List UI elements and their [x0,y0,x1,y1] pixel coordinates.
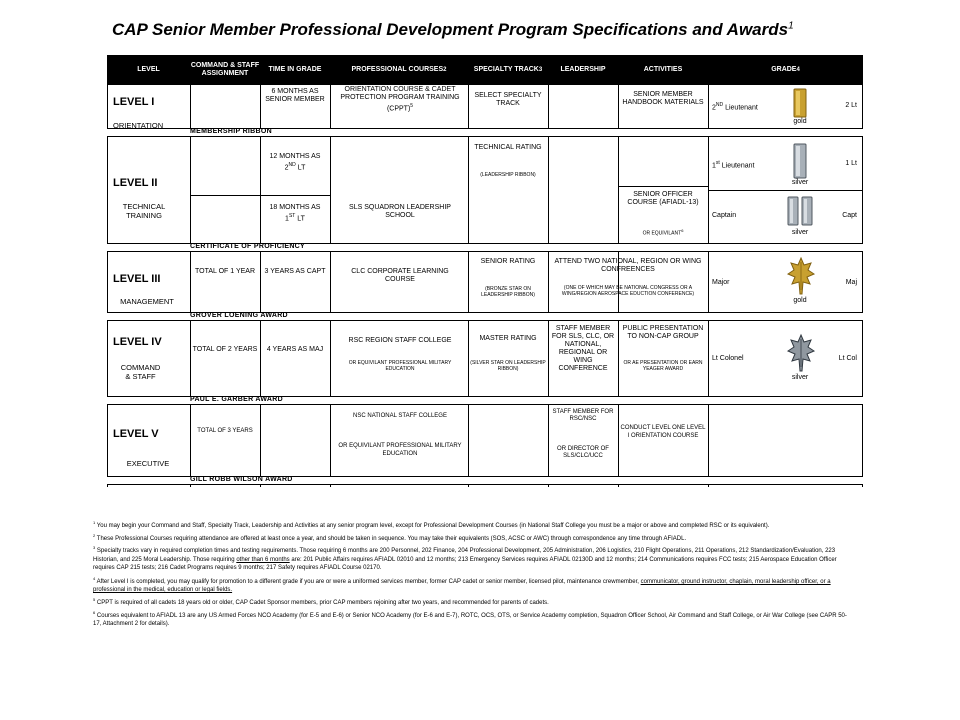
level-2-title: LEVEL II [113,177,158,189]
level-2-grade-b-abbr: Capt [842,212,857,219]
header-level: LEVEL [137,66,160,73]
level-3-time: 3 YEARS AS CAPT [264,268,326,275]
level-3-insignia-label: gold [793,297,807,304]
double-silver-bar-insignia-icon [787,196,813,226]
level-3-specialty: SENIOR RATING [480,258,536,265]
level-1-subtitle: ORIENTATION [113,121,164,130]
level-3-leadership-note: (ONE OF WHICH MAY BE NATIONAL CONGRESS OR A WING/REGION AEROSPACE EDUCTION CONFERENCE) [561,285,695,297]
silver-oak-leaf-insignia-icon [786,333,816,373]
level-5-course: NSC NATIONAL STAFF COLLEGE [353,413,447,419]
col-sep [548,85,549,487]
footnote-1: $^1$ You may begin your Command and Staff, Specialty Track, Leadership and Activities at any senior program level, except for Professional Development Courses (in National Staff College you must be a major or above and completed RSC or its equivalent). [93,520,770,529]
level-2-activity-note: OR EQUIVILANT$^6$ [642,228,684,237]
level-4-specialty-note: (SILVER STAR ON LEADERSHIP RIBBON) [470,360,546,372]
level-1-grade-abbr: 2 Lt [845,102,857,109]
level-2-specialty: TECHNICAL RATING [474,144,542,151]
level-1-specialty: SELECT SPECIALTY TRACK [474,92,542,107]
level-4-insignia-label: silver [791,374,809,381]
gold-bar-insignia-icon [793,88,807,118]
award-band-l1: MEMBERSHIP RIBBON [107,128,863,137]
level-2-insignia-a-label: silver [791,179,809,186]
level-2-grade-a-abbr: 1 Lt [845,160,857,167]
level-4-time: 4 YEARS AS MAJ [266,346,324,353]
level-1-grade: 2ND Lieutenant [712,102,758,112]
header-grade: GRADE 4 [771,66,800,73]
page-title: CAP Senior Member Professional Development Program Specifications and Awards$^1$ [112,20,794,39]
level-4-grade: Lt Colonel [712,355,744,362]
level-3-grade-abbr: Maj [845,279,857,286]
level-2-activity: SENIOR OFFICER COURSE (AFIADL-13) [627,191,699,206]
level-4-title: LEVEL IV [113,336,162,348]
level-4-course-note: OR EQUIVILANT PROFESSIONAL MILITARY EDUCATION [348,360,452,372]
level-3-specialty-note: (BRONZE STAR ON LEADERSHIP RIBBON) [481,286,535,298]
level-5-title: LEVEL V [113,428,159,440]
level-4-activity: PUBLIC PRESENTATION TO NON-CAP GROUP [622,325,704,340]
row-sep [618,186,708,187]
table-header [107,55,863,85]
footnote-5: $^5$ CPPT is required of all cadets 18 years old or older, CAP Cadet Sponsor members, prior CAP members rejoining after two years, and recommended for parents of cadets. [93,596,549,606]
footnote-6: $^6$ Courses equivalent to AFIADL 13 are any US Armed Forces NCO Academy (for E-5 and E-6) or Senior NCO Academy (for E-6 and E-7), ROTC, OCS, OTS, or Service Academy completion, Squadron Officer School, Air Command and Staff College, or Air War College (see CAPR 50-17, Attachment 2 for details). [93,609,847,627]
silver-bar-insignia-icon [793,143,807,179]
row-sep [190,195,330,196]
level-5-activity: CONDUCT LEVEL ONE LEVEL I ORIENTATION COURSE [620,425,706,439]
level-1-course: ORIENTATION COURSE & CADET PROTECTION PROGRAM TRAINING (CPPT)$^5$ [340,86,460,113]
level-2-time-a: 12 MONTHS AS 2ND LT [269,153,321,172]
level-5-subtitle: EXECUTIVE [126,459,170,468]
level-5-course-note: OR EQUIVILANT PROFESSIONAL MILITARY EDUCATION [338,443,462,457]
level-3-title: LEVEL III [113,273,161,285]
footnotes [93,519,853,630]
footnote-3: $^3$ Specialty tracks vary in required completion times and testing requirements. Those requiring 6 months are 200 Personnel, 202 Finance, 204 Professional Development, 205 Administration, 206 Logistics, 210 Flight Operations, 211 Operations, 212 Standardization/Evaluation, 223 Historian, and 225 Moral Leadership. Those requiring other than 6 months are: 201 Public Affairs requires AFIADL 02010 and 12 months; 213 Emergency Services requires AFIADL 02130D and 12 months; 214 Communications requires FCC tests; 215 Aerospace Education Officer requires CAP 215 tests; 216 Cadet Programs requires 9 months; 217 Safety requires AFIADL Course 02170. [93,545,837,571]
header-activities: ACTIVITIES [643,66,683,73]
col-sep [330,85,331,487]
level-2-specialty-note: (LEADERSHIP RIBBON) [480,172,536,178]
level-3-course: CLC CORPORATE LEARNING COURSE [351,268,449,283]
award-band-l3: GROVER LOENING AWARD [107,312,863,321]
level-4-leadership: STAFF MEMBER FOR SLS, CLC, OR NATIONAL, REGIONAL OR WING CONFERENCE [551,325,615,372]
award-band-l4: PAUL E. GARBER AWARD [107,396,863,405]
level-4-grade-abbr: Lt Col [838,355,857,362]
level-2-insignia-b-label: silver [791,229,809,236]
col-sep [708,85,709,487]
level-1-activity: SENIOR MEMBER HANDBOOK MATERIALS [622,91,704,106]
level-2-course: SLS SQUADRON LEADERSHIP SCHOOL [349,204,451,219]
header-leadership: LEADERSHIP [560,66,606,73]
col-sep [190,85,191,487]
level-5-leadership-note: OR DIRECTOR OF SLS/CLC/UCC [557,446,609,459]
level-4-specialty: MASTER RATING [479,335,537,342]
gold-oak-leaf-insignia-icon [786,256,816,296]
award-band-l2: CERTIFICATE OF PROFICIENCY [107,243,863,252]
level-4-activity-note: OR AE PRESENTATION OR EARN YEAGER AWARD [623,360,703,372]
level-4-subtitle: COMMAND & STAFF [120,363,161,381]
level-2-subtitle: TECHNICAL TRAINING [122,202,166,220]
award-band-l5: GILL ROBB WILSON AWARD [107,476,863,485]
level-1-time: 6 MONTHS AS SENIOR MEMBER [265,88,325,103]
col-sep [260,85,261,487]
level-2-grade-b: Captain [712,212,737,219]
level-3-subtitle: MANAGEMENT [120,297,174,306]
level-2-grade-a: 1st Lieutenant [712,160,755,170]
level-3-grade: Major [712,279,730,286]
level-2-time-b: 18 MONTHS AS 1ST LT [269,204,321,223]
footnote-2: $^2$ These Professional Courses requiring attendance are offered at least once a year, and should be taken in sequence. You may take their equivalents (SOS, ACSC or AWC) through correspondence any time through AFIADL. [93,532,687,542]
level-4-course: RSC REGION STAFF COLLEGE [348,337,452,344]
header-specialty: SPECIALTY TRACK 3 [473,66,543,73]
level-1-title: LEVEL I [113,96,155,108]
header-courses: PROFESSIONAL COURSES 2 [351,66,447,73]
level-4-command: TOTAL OF 2 YEARS [192,346,258,353]
level-5-command: TOTAL OF 3 YEARS [197,428,253,434]
footnote-4: $^4$ After Level I is completed, you may qualify for promotion to a different grade if you are or were a uniformed services member, former CAP cadet or senior member, licensed pilot, maintenance crewmember, communicator, ground instructor, chaplain, moral leadership officer, or a professional in the medical, education or legal fields. [93,576,831,594]
level-3-command: TOTAL OF 1 YEAR [194,268,256,275]
level-1-insignia-label: gold [793,118,807,125]
col-sep [468,85,469,487]
header-command: COMMAND & STAFF ASSIGNMENT [190,62,260,77]
header-time: TIME IN GRADE [268,66,322,73]
level-3-leadership: ATTEND TWO NATIONAL, REGION OR WING CONFREENCES [554,258,702,273]
level-5-leadership: STAFF MEMBER FOR RSC/NSC [552,409,614,422]
row-sep [708,190,863,191]
